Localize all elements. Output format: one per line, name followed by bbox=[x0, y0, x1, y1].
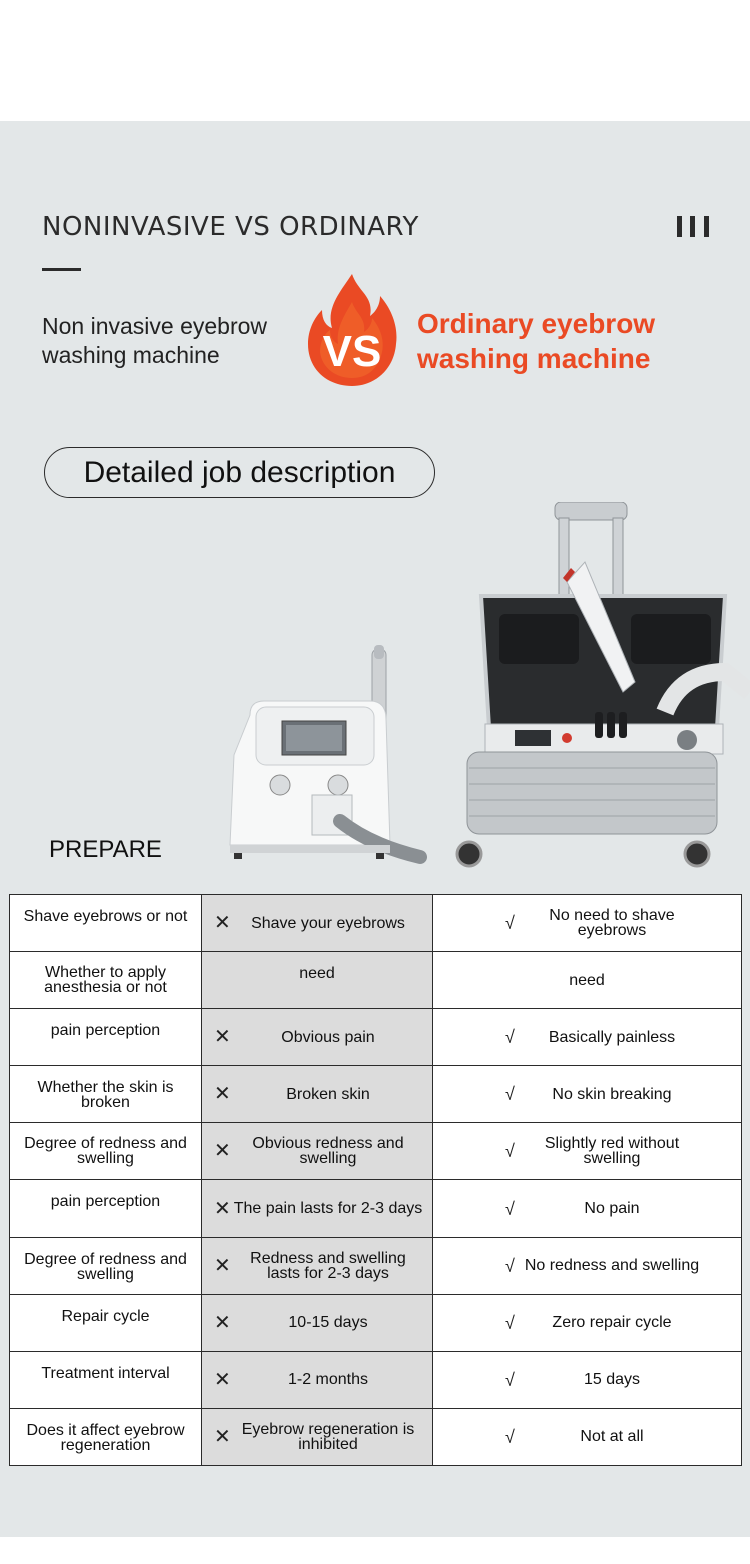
ordinary-cell bbox=[202, 952, 433, 1009]
check-icon: √ bbox=[505, 1369, 515, 1390]
ordinary-cell bbox=[202, 1237, 433, 1294]
vs-flame-icon bbox=[304, 272, 400, 388]
noninvasive-text: No skin breaking bbox=[552, 1085, 672, 1103]
table-row bbox=[10, 1237, 742, 1294]
noninvasive-text: No need to shave eyebrows bbox=[549, 907, 675, 940]
table-row bbox=[10, 895, 742, 952]
ordinary-text: The pain lasts for 2-3 days bbox=[233, 1200, 423, 1218]
heading-underline bbox=[42, 268, 81, 271]
row-criterion: pain perception bbox=[10, 1009, 202, 1066]
ordinary-text: 1-2 months bbox=[287, 1371, 369, 1389]
check-icon: √ bbox=[505, 913, 515, 934]
check-icon: √ bbox=[505, 1198, 515, 1219]
cross-icon: ✕ bbox=[214, 1197, 231, 1220]
row-criterion: Shave eyebrows or not bbox=[10, 895, 202, 952]
cross-icon: ✕ bbox=[214, 912, 231, 935]
ordinary-cell bbox=[202, 1408, 433, 1465]
cross-icon: ✕ bbox=[214, 1083, 231, 1106]
check-icon: √ bbox=[505, 1426, 515, 1447]
ordinary-cell bbox=[202, 1066, 433, 1123]
noninvasive-cell bbox=[433, 1294, 742, 1351]
section-heading: NONINVASIVE VS ORDINARY bbox=[42, 212, 419, 242]
noninvasive-cell bbox=[433, 952, 742, 1009]
noninvasive-text: need bbox=[569, 971, 605, 989]
ordinary-text: Redness and swelling lasts for 2-3 days bbox=[250, 1249, 406, 1282]
cross-icon: ✕ bbox=[214, 1425, 231, 1448]
table-row bbox=[10, 1180, 742, 1237]
table-row bbox=[10, 1351, 742, 1408]
job-description-pill[interactable]: Detailed job description bbox=[44, 447, 435, 498]
row-criterion: Whether to apply anesthesia or not bbox=[10, 952, 202, 1009]
noninvasive-text: No redness and swelling bbox=[524, 1257, 700, 1275]
noninvasive-cell bbox=[433, 1180, 742, 1237]
vs-badge-text: VS bbox=[322, 327, 382, 376]
prepare-label: PREPARE bbox=[49, 836, 162, 863]
table-row bbox=[10, 1009, 742, 1066]
table-row bbox=[10, 1294, 742, 1351]
noninvasive-cell bbox=[433, 1066, 742, 1123]
ordinary-cell bbox=[202, 1180, 433, 1237]
noninvasive-text: No pain bbox=[584, 1200, 640, 1218]
row-criterion: Does it affect eyebrow regeneration bbox=[10, 1408, 202, 1465]
row-criterion: Degree of redness and swelling bbox=[10, 1123, 202, 1180]
noninvasive-machine-label: Non invasive eyebrow washing machine bbox=[42, 313, 268, 368]
cross-icon: ✕ bbox=[214, 1311, 231, 1334]
comparison-table bbox=[9, 894, 742, 1466]
ordinary-cell bbox=[202, 1009, 433, 1066]
noninvasive-cell bbox=[433, 1009, 742, 1066]
cross-icon: ✕ bbox=[214, 1368, 231, 1391]
ordinary-cell bbox=[202, 895, 433, 952]
row-criterion: Degree of redness and swelling bbox=[10, 1237, 202, 1294]
noninvasive-text: 15 days bbox=[583, 1371, 641, 1389]
ordinary-text: need bbox=[299, 965, 335, 983]
row-criterion: pain perception bbox=[10, 1180, 202, 1237]
noninvasive-text: Basically painless bbox=[548, 1028, 676, 1046]
ordinary-text: Obvious pain bbox=[281, 1028, 375, 1046]
ordinary-text: Broken skin bbox=[286, 1085, 370, 1103]
noninvasive-cell bbox=[433, 895, 742, 952]
noninvasive-cell bbox=[433, 1123, 742, 1180]
noninvasive-cell bbox=[433, 1237, 742, 1294]
ordinary-cell bbox=[202, 1294, 433, 1351]
table-row bbox=[10, 952, 742, 1009]
ordinary-machine-label: Ordinary eyebrow washing machine bbox=[417, 308, 656, 374]
noninvasive-cell bbox=[433, 1408, 742, 1465]
ordinary-text: Eyebrow regeneration is inhibited bbox=[241, 1420, 415, 1453]
noninvasive-machine-image bbox=[220, 645, 430, 865]
ordinary-cell bbox=[202, 1351, 433, 1408]
ordinary-machine-image bbox=[455, 502, 750, 874]
cross-icon: ✕ bbox=[214, 1140, 231, 1163]
noninvasive-text: Not at all bbox=[580, 1428, 644, 1446]
ordinary-text: Obvious redness and swelling bbox=[252, 1135, 404, 1168]
noninvasive-cell bbox=[433, 1351, 742, 1408]
check-icon: √ bbox=[505, 1255, 515, 1276]
check-icon: √ bbox=[505, 1312, 515, 1333]
menu-bars-icon[interactable] bbox=[677, 216, 709, 237]
ordinary-text: 10-15 days bbox=[288, 1314, 368, 1332]
row-criterion: Treatment interval bbox=[10, 1351, 202, 1408]
noninvasive-text: Slightly red without swelling bbox=[544, 1135, 680, 1168]
table-row bbox=[10, 1123, 742, 1180]
noninvasive-text: Zero repair cycle bbox=[552, 1314, 672, 1332]
cross-icon: ✕ bbox=[214, 1026, 231, 1049]
table-row bbox=[10, 1408, 742, 1465]
row-criterion: Repair cycle bbox=[10, 1294, 202, 1351]
table-row bbox=[10, 1066, 742, 1123]
check-icon: √ bbox=[505, 1027, 515, 1048]
ordinary-text: Shave your eyebrows bbox=[251, 914, 405, 932]
ordinary-cell bbox=[202, 1123, 433, 1180]
check-icon: √ bbox=[505, 1084, 515, 1105]
cross-icon: ✕ bbox=[214, 1254, 231, 1277]
row-criterion: Whether the skin is broken bbox=[10, 1066, 202, 1123]
check-icon: √ bbox=[505, 1141, 515, 1162]
